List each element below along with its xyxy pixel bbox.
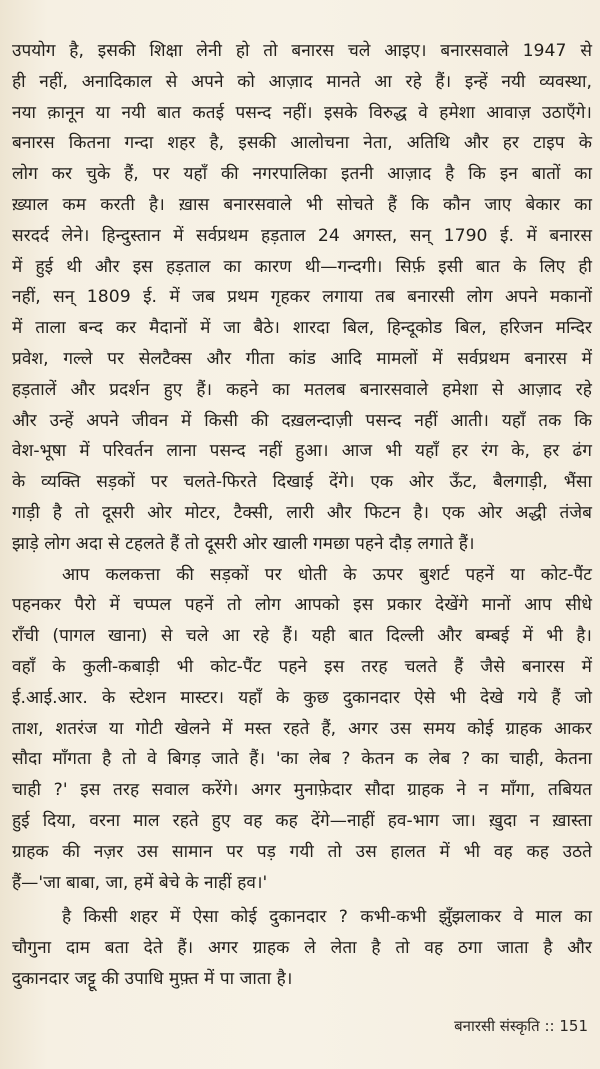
text-line: है किसी शहर में ऐसा कोई दुकानदार ? कभी-कभी झुँझलाकर वे माल का xyxy=(62,907,592,928)
text-line: और उन्हें अपने जीवन में किसी की दख़लन्दाज़ी पसन्द नहीं आती। यहाँ तक कि xyxy=(12,410,592,431)
text-line: वेश-भूषा में परिवर्तन लाना पसन्द नहीं हुआ। आज भी यहाँ हर रंग के, हर ढंग xyxy=(12,441,592,462)
text-line: नया क़ानून या नयी बात कतई पसन्द नहीं। इसके विरुद्ध वे हमेशा आवाज़ उठाएँगे। xyxy=(12,102,592,123)
text-line: गाड़ी है तो दूसरी ओर मोटर, टैक्सी, लारी और फिटन है। एक ओर अद्धी तंजेब xyxy=(12,502,592,523)
text-line: लोग कर चुके हैं, पर यहाँ की नगरपालिका इतनी आज़ाद है कि इन बातों का xyxy=(12,164,592,185)
text-line: चाही ?' इस तरह सवाल करेंगे। अगर मुनाफ़ेदार सौदा ग्राहक ने न माँगा, तबियत xyxy=(12,780,592,801)
text-line: ताश, शतरंज या गोटी खेलने में मस्त रहते हैं, अगर उस समय कोई ग्राहक आकर xyxy=(12,718,592,739)
text-line: बनारस कितना गन्दा शहर है, इसकी आलोचना नेता, अतिथि और हर टाइप के xyxy=(12,133,592,154)
text-line: वहाँ के कुली-कबाड़ी भी कोट-पैंट पहने इस तरह चलते हैं जैसे बनारस में xyxy=(12,656,592,677)
text-line: ग्राहक की नज़र उस सामान पर पड़ गयी तो उस हालत में भी वह कह उठते xyxy=(12,841,592,862)
text-line: में ताला बन्द कर मैदानों में जा बैठे। शारदा बिल, हिन्दूकोड बिल, हरिजन मन्दिर xyxy=(12,318,592,339)
page-footer: बनारसी संस्कृति :: 151 xyxy=(454,1017,588,1035)
text-line: आप कलकत्ता की सड़कों पर धोती के ऊपर बुशर्ट पहनें या कोट-पैंट xyxy=(62,564,592,585)
text-line: के व्यक्ति सड़कों पर चलते-फिरते दिखाई देंगे। एक ओर ऊँट, बैलगाड़ी, भैंसा xyxy=(12,472,592,493)
text-line: में हुई थी और इस हड़ताल का कारण थी—गन्दगी। सिर्फ़ इसी बात के लिए ही xyxy=(12,256,592,277)
text-line: नहीं, सन् 1809 ई. में जब प्रथम गृहकर लगाया तब बनारसी लोग अपने मकानों xyxy=(12,287,592,308)
text-line: पहनकर पैरो में चप्पल पहनें तो लोग आपको इस प्रकार देखेंगे मानों आप सीधे xyxy=(12,595,592,616)
body-text xyxy=(12,36,592,995)
text-line: हड़तालें और प्रदर्शन हुए हैं। कहने का मतलब बनारसवाले हमेशा से आज़ाद रहे xyxy=(12,379,592,400)
text-line: दुकानदार जट्टू की उपाधि मुफ़्त में पा जाता है। xyxy=(12,968,293,989)
text-line: सौदा माँगता है तो वे बिगड़ जाते हैं। 'का लेब ? केतन क लेब ? का चाही, केतना xyxy=(12,749,592,770)
text-line: सरदर्द लेने। हिन्दुस्तान में सर्वप्रथम हड़ताल 24 अगस्त, सन् 1790 ई. में बनारस xyxy=(12,225,592,246)
text-line: ई.आई.आर. के स्टेशन मास्टर। यहाँ के कुछ दुकानदार ऐसे भी देखे गये हैं जो xyxy=(12,687,592,708)
text-line: ही नहीं, अनादिकाल से अपने को आज़ाद मानते आ रहे हैं। इन्हें नयी व्यवस्था, xyxy=(12,71,592,92)
text-line: चौगुना दाम बता देते हैं। अगर ग्राहक ले लेता है तो वह ठगा जाता है और xyxy=(12,938,592,959)
text-line: ख़्याल कम करती है। ख़ास बनारसवाले भी सोचते हैं कि कौन जाए बेकार का xyxy=(12,194,592,215)
text-line: हैं—'जा बाबा, जा, हमें बेचे के नाहीं हव।' xyxy=(12,872,268,893)
text-line: हुई दिया, वरना माल रहते हुए वह कह देंगे—नाहीं हव-भाग जा। ख़ुदा न ख़ास्ता xyxy=(12,810,592,831)
text-line: राँची (पागल खाना) से चले आ रहे हैं। यही बात दिल्ली और बम्बई में भी है। xyxy=(12,626,592,647)
text-line: उपयोग है, इसकी शिक्षा लेनी हो तो बनारस चले आइए। बनारसवाले 1947 से xyxy=(12,41,592,61)
text-line: प्रवेश, गल्ले पर सेलटैक्स और गीता कांड आदि मामलों में सर्वप्रथम बनारस में xyxy=(12,348,592,369)
text-line: झाड़े लोग अदा से टहलते हैं तो दूसरी ओर खाली गमछा पहने दौड़ लगाते हैं। xyxy=(12,533,475,554)
